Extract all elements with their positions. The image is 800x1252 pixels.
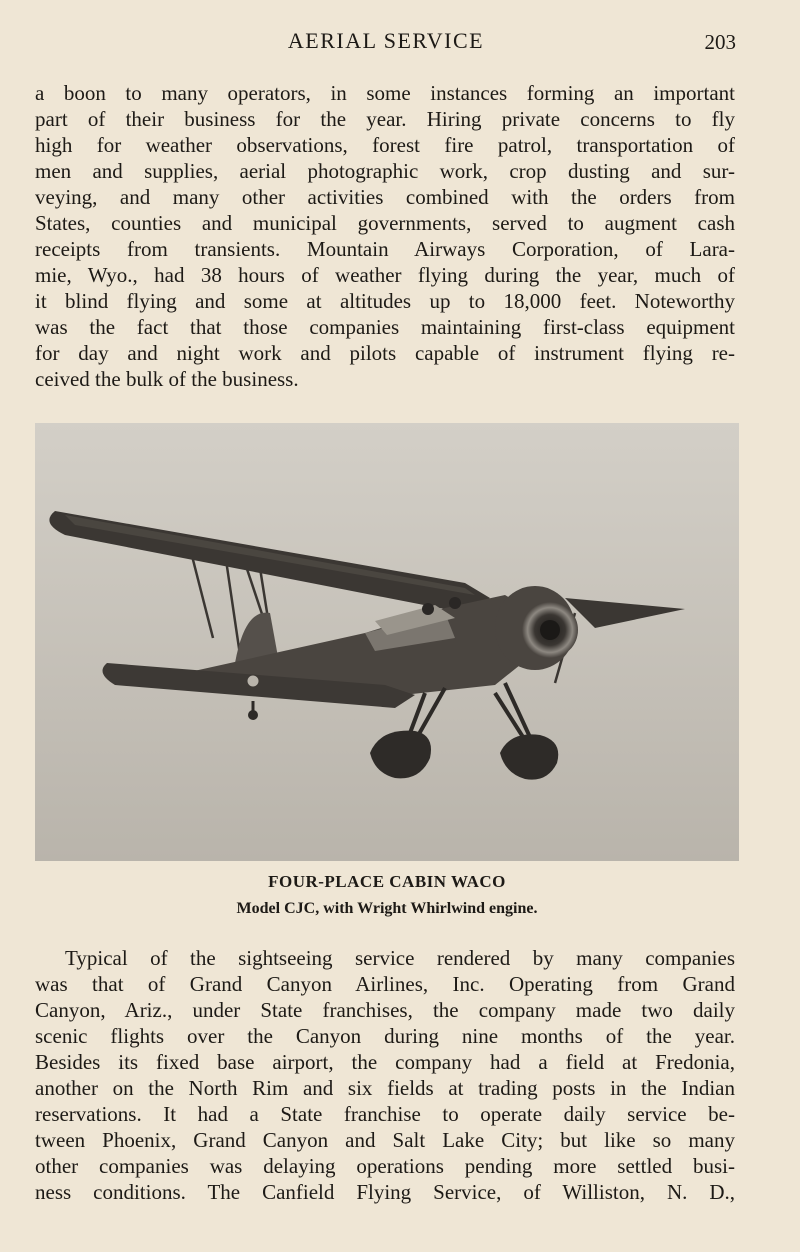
paragraph-1 bbox=[35, 80, 735, 392]
paragraph-line: Besides its fixed base airport, the company had a field at Fredonia, bbox=[35, 1050, 735, 1074]
paragraph-line: tween Phoenix, Grand Canyon and Salt Lake City; but like so many bbox=[35, 1128, 735, 1152]
paragraph-line: high for weather observations, forest fire patrol, transportation of bbox=[35, 133, 735, 157]
paragraph-line: another on the North Rim and six fields at trading posts in the Indian bbox=[35, 1076, 735, 1100]
paragraph-line: Typical of the sightseeing service rendered by many companies bbox=[65, 946, 735, 970]
photo-graphic bbox=[35, 423, 739, 861]
paragraph-line: mie, Wyo., had 38 hours of weather flying during the year, much of bbox=[35, 263, 735, 287]
paragraph-line: for day and night work and pilots capable of instrument flying re- bbox=[35, 341, 735, 365]
paragraph-line: ness conditions. The Canfield Flying Service, of Williston, N. D., bbox=[35, 1180, 735, 1204]
paragraph-line: a boon to many operators, in some instances forming an important bbox=[35, 81, 735, 105]
paragraph-line: States, counties and municipal governments, served to augment cash bbox=[35, 211, 735, 235]
paragraph-line: receipts from transients. Mountain Airways Corporation, of Lara- bbox=[35, 237, 735, 261]
page-number: 203 bbox=[704, 30, 736, 54]
paragraph-line: was the fact that those companies maintaining first-class equipment bbox=[35, 315, 735, 339]
paragraph-line: men and supplies, aerial photographic work, crop dusting and sur- bbox=[35, 159, 735, 183]
paragraph-line: part of their business for the year. Hiring private concerns to fly bbox=[35, 107, 735, 131]
figure-caption-title: FOUR-PLACE CABIN WACO bbox=[268, 872, 506, 891]
paragraph-line: it blind flying and some at altitudes up to 18,000 feet. Noteworthy bbox=[35, 289, 735, 313]
paragraph-line: veying, and many other activities combined with the orders from bbox=[35, 185, 735, 209]
paragraph-line: other companies was delaying operations pending more settled busi- bbox=[35, 1154, 735, 1178]
biplane-photo-icon bbox=[35, 423, 739, 861]
paragraph-line: reservations. It had a State franchise to operate daily service be- bbox=[35, 1102, 735, 1126]
paragraph-line: ceived the bulk of the business. bbox=[35, 367, 299, 391]
paragraph-line: was that of Grand Canyon Airlines, Inc. Operating from Grand bbox=[35, 972, 735, 996]
running-title: AERIAL SERVICE bbox=[287, 28, 485, 53]
running-head bbox=[36, 28, 736, 58]
paragraph-2 bbox=[35, 945, 735, 1205]
paragraph-line: scenic flights over the Canyon during nine months of the year. bbox=[35, 1024, 735, 1048]
figure-caption-subtitle: Model CJC, with Wright Whirlwind engine. bbox=[236, 900, 538, 917]
paragraph-line: Canyon, Ariz., under State franchises, the company made two daily bbox=[35, 998, 735, 1022]
